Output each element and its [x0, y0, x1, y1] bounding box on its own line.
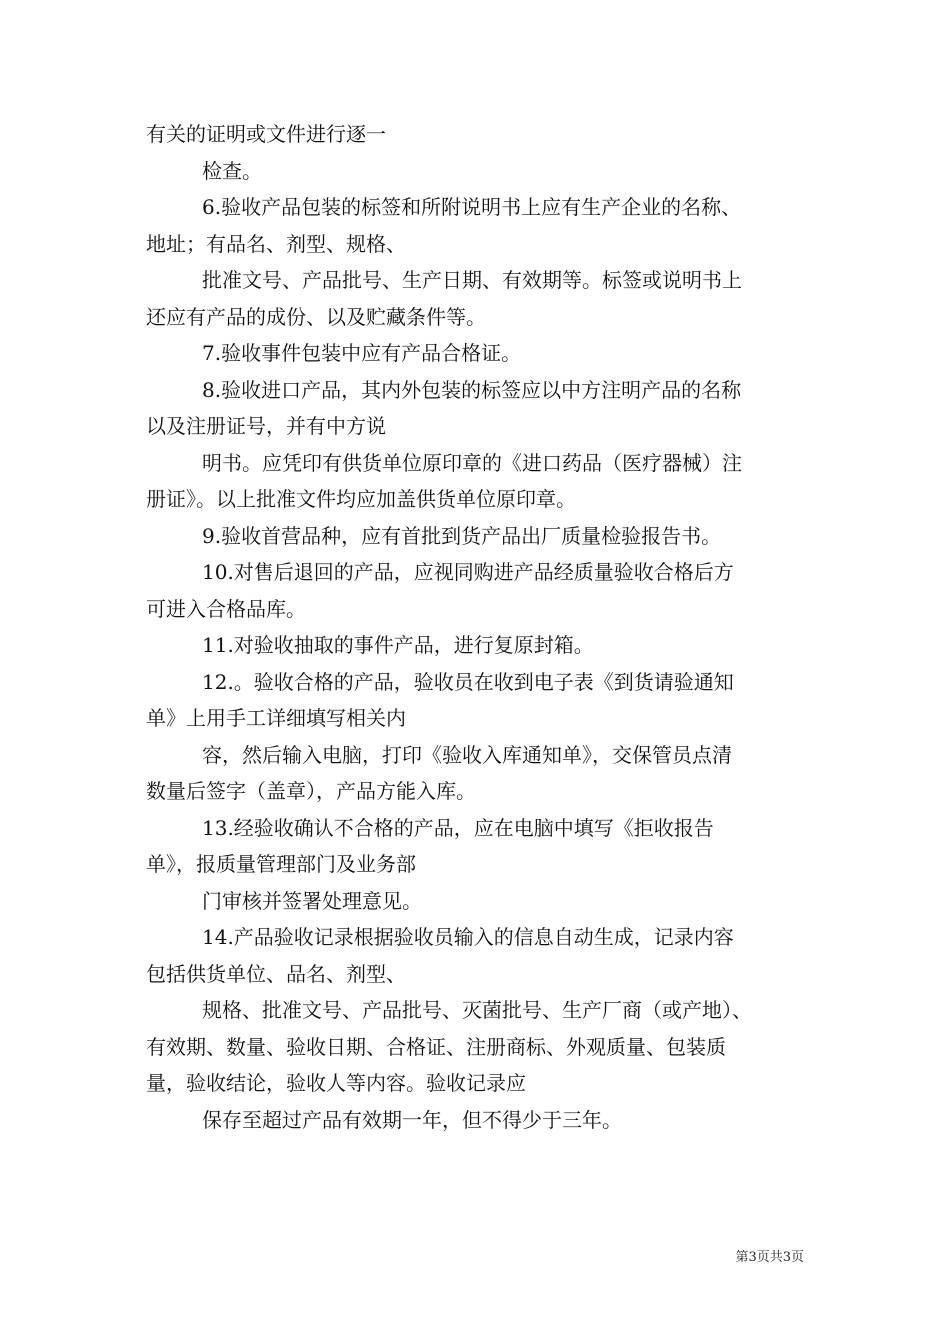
- paragraph-line: [146, 518, 814, 555]
- paragraph-line: [146, 919, 814, 956]
- text-line: 7.验收事件包装中应有产品合格证。: [202, 341, 522, 365]
- paragraph-line: [146, 591, 814, 628]
- paragraph-line: [146, 810, 814, 847]
- text-line: 册证》。以上批准文件均应加盖供货单位原印章。: [146, 487, 576, 511]
- text-line: 可进入合格品库。: [146, 596, 306, 621]
- paragraph-line: [146, 1102, 814, 1139]
- text-line: 数量后签字（盖章），产品方能入库。: [146, 779, 476, 803]
- text-line: 9.验收首营品种，应有首批到货产品出厂质量检验报告书。: [202, 523, 722, 548]
- paragraph-line: [146, 1029, 814, 1066]
- paragraph-line: [146, 116, 814, 153]
- paragraph-line: [146, 372, 814, 409]
- paragraph-line: [146, 846, 814, 883]
- paragraph-line: [146, 992, 814, 1029]
- paragraph-line: [146, 664, 814, 701]
- text-line: 保存至超过产品有效期一年，但不得少于三年。: [202, 1107, 622, 1132]
- paragraph-line: [146, 481, 814, 518]
- paragraph-line: [146, 883, 814, 920]
- paragraph-line: [146, 226, 814, 263]
- page-number-footer: 第3页共3页: [735, 1250, 804, 1265]
- paragraph-line: [146, 554, 814, 591]
- text-line: 地址；有品名、剂型、规格、: [146, 231, 406, 256]
- text-line: 规格、批准文号、产品批号、灭菌批号、生产厂商（或产地）、: [202, 998, 752, 1022]
- text-line: 量，验收结论，验收人等内容。验收记录应: [146, 1071, 526, 1095]
- text-line: 包括供货单位、品名、剂型、: [146, 961, 406, 986]
- paragraph-line: [146, 737, 814, 774]
- text-line: 13.经验收确认不合格的产品，应在电脑中填写《拒收报告: [202, 815, 714, 840]
- text-line: 有关的证明或文件进行逐一: [146, 122, 386, 146]
- text-line: 还应有产品的成份、以及贮藏条件等。: [146, 304, 486, 329]
- text-line: 有效期、数量、验收日期、合格证、注册商标、外观质量、包装质: [146, 1034, 726, 1059]
- text-line: 10.对售后退回的产品，应视同购进产品经质量验收合格后方: [202, 560, 734, 584]
- paragraph-line: [146, 1065, 814, 1102]
- paragraph-line: [146, 773, 814, 810]
- text-line: 批准文号、产品批号、生产日期、有效期等。标签或说明书上: [202, 268, 742, 292]
- paragraph-line: [146, 299, 814, 336]
- paragraph-line: [146, 700, 814, 737]
- paragraph-line: [146, 445, 814, 482]
- text-line: 检查。: [202, 158, 262, 183]
- text-line: 门审核并签署处理意见。: [202, 888, 422, 913]
- text-line: 单》，报质量管理部门及业务部: [146, 852, 416, 876]
- paragraph-line: [146, 627, 814, 664]
- paragraph-line: [146, 335, 814, 372]
- text-line: 以及注册证号，并有中方说: [146, 414, 386, 438]
- text-line: 容，然后输入电脑，打印《验收入库通知单》，交保管员点清: [202, 742, 732, 767]
- text-line: 14.产品验收记录根据验收员输入的信息自动生成，记录内容: [202, 925, 734, 949]
- paragraph-line: [146, 189, 814, 226]
- text-line: 11.对验收抽取的事件产品，进行复原封箱。: [202, 633, 594, 657]
- paragraph-line: [146, 153, 814, 190]
- paragraph-line: [146, 262, 814, 299]
- document-body: [146, 116, 814, 1138]
- text-line: 明书。应凭印有供货单位原印章的《进口药品（医疗器械）注: [202, 450, 742, 475]
- text-line: 8.验收进口产品，其内外包装的标签应以中方注明产品的名称: [202, 377, 742, 402]
- text-line: 单》上用手工详细填写相关内: [146, 706, 406, 730]
- text-line: 6.验收产品包装的标签和所附说明书上应有生产企业的名称、: [202, 195, 742, 219]
- paragraph-line: [146, 956, 814, 993]
- paragraph-line: [146, 408, 814, 445]
- text-line: 12.。验收合格的产品，验收员在收到电子表《到货请验通知: [202, 669, 734, 694]
